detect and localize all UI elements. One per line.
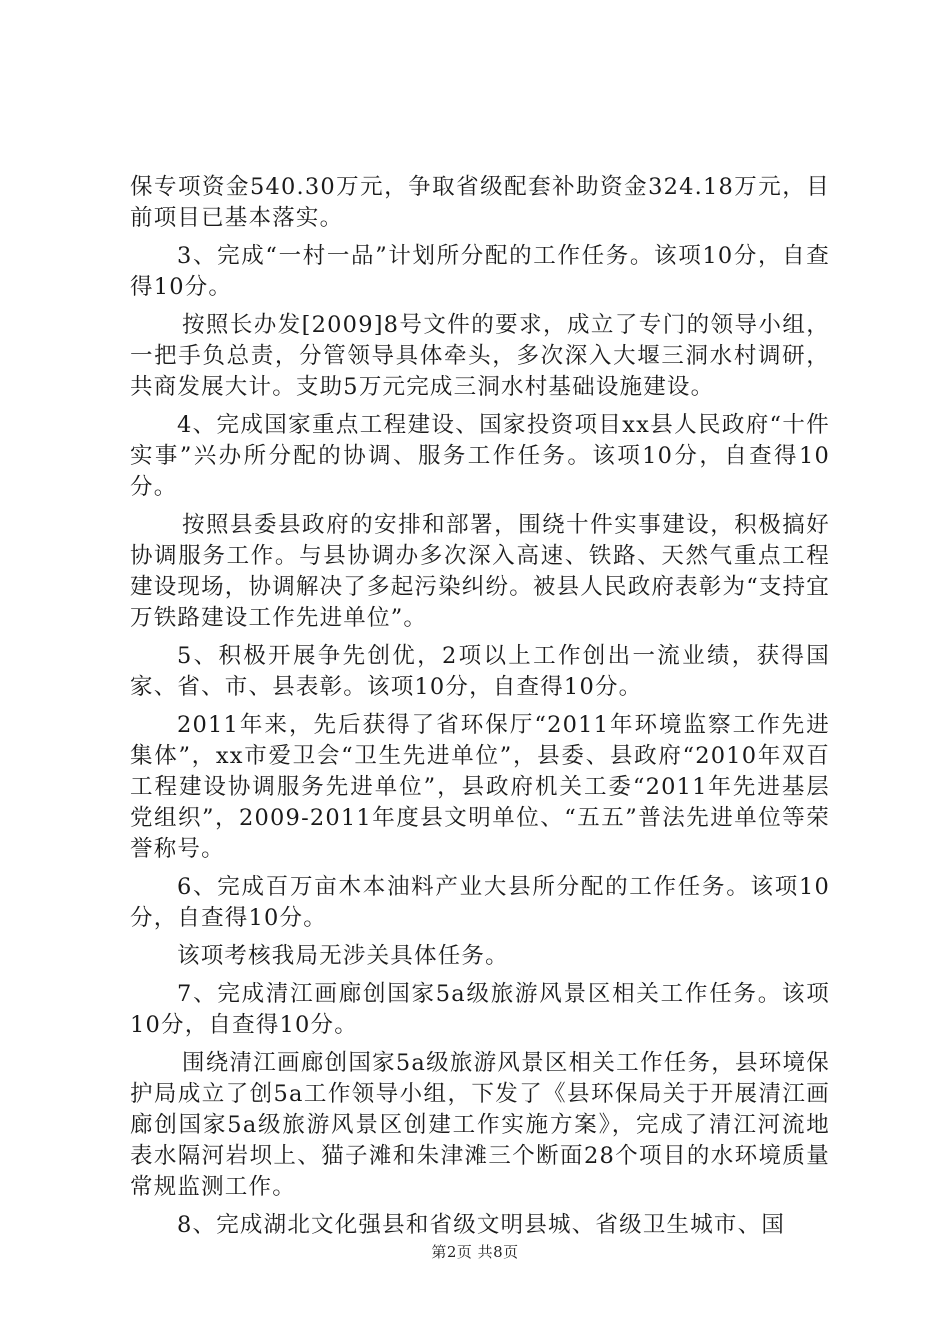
paragraph-item-3-heading: 3、完成“一村一品”计划所分配的工作任务。该项10分，自查得10分。 (130, 243, 830, 300)
paragraph-item-6-body: 该项考核我局无涉关具体任务。 (177, 943, 509, 969)
paragraph-item-5-heading: 5、积极开展争先创优，2项以上工作创出一流业绩，获得国家、省、市、县表彰。该项10分，自查得10分。 (130, 643, 830, 700)
paragraph-item-3-body: 按照长办发[2009]8号文件的要求，成立了专门的领导小组，一把手负总责，分管领导具体牵头，多次深入大堰三洞水村调研，共商发展大计。支助5万元完成三洞水村基础设施建设。 (130, 312, 830, 400)
paragraph-item-5-body: 2011年来，先后获得了省环保厅“2011年环境监察工作先进集体”，xx市爱卫会“卫生先进单位”，县委、县政府“2010年双百工程建设协调服务先进单位”，县政府机关工委“2011年先进基层党组织”，2009-2011年度县文明单位、“五五”普法先进单位等荣誉称号。 (130, 712, 830, 862)
page-number-footer: 第2页 共8页 (431, 1243, 519, 1261)
paragraph-item-8-heading: 8、完成湖北文化强县和省级文明县城、省级卫生城市、国 (177, 1212, 786, 1238)
paragraph-item-6-heading: 6、完成百万亩木本油料产业大县所分配的工作任务。该项10分，自查得10分。 (130, 874, 830, 931)
paragraph-item-4-body: 按照县委县政府的安排和部署，围绕十件实事建设，积极搞好协调服务工作。与县协调办多次深入高速、铁路、天然气重点工程建设现场，协调解决了多起污染纠纷。被县人民政府表彰为“支持宜万铁路建设工作先进单位”。 (130, 512, 831, 631)
paragraph-item-7-heading: 7、完成清江画廊创国家5a级旅游风景区相关工作任务。该项10分，自查得10分。 (130, 981, 830, 1038)
document-body (130, 172, 830, 1248)
paragraph-item-7-body: 围绕清江画廊创国家5a级旅游风景区相关工作任务，县环境保护局成立了创5a工作领导小组，下发了《县环保局关于开展清江画廊创国家5a级旅游风景区创建工作实施方案》，完成了清江河流地表水隔河岩坝上、猫子滩和朱津滩三个断面28个项目的水环境质量常规监测工作。 (130, 1050, 830, 1200)
paragraph-funding-continued: 保专项资金540.30万元，争取省级配套补助资金324.18万元，目前项目已基本落实。 (130, 174, 830, 231)
paragraph-item-4-heading: 4、完成国家重点工程建设、国家投资项目xx县人民政府“十件实事”兴办所分配的协调、服务工作任务。该项10分，自查得10分。 (130, 412, 830, 500)
